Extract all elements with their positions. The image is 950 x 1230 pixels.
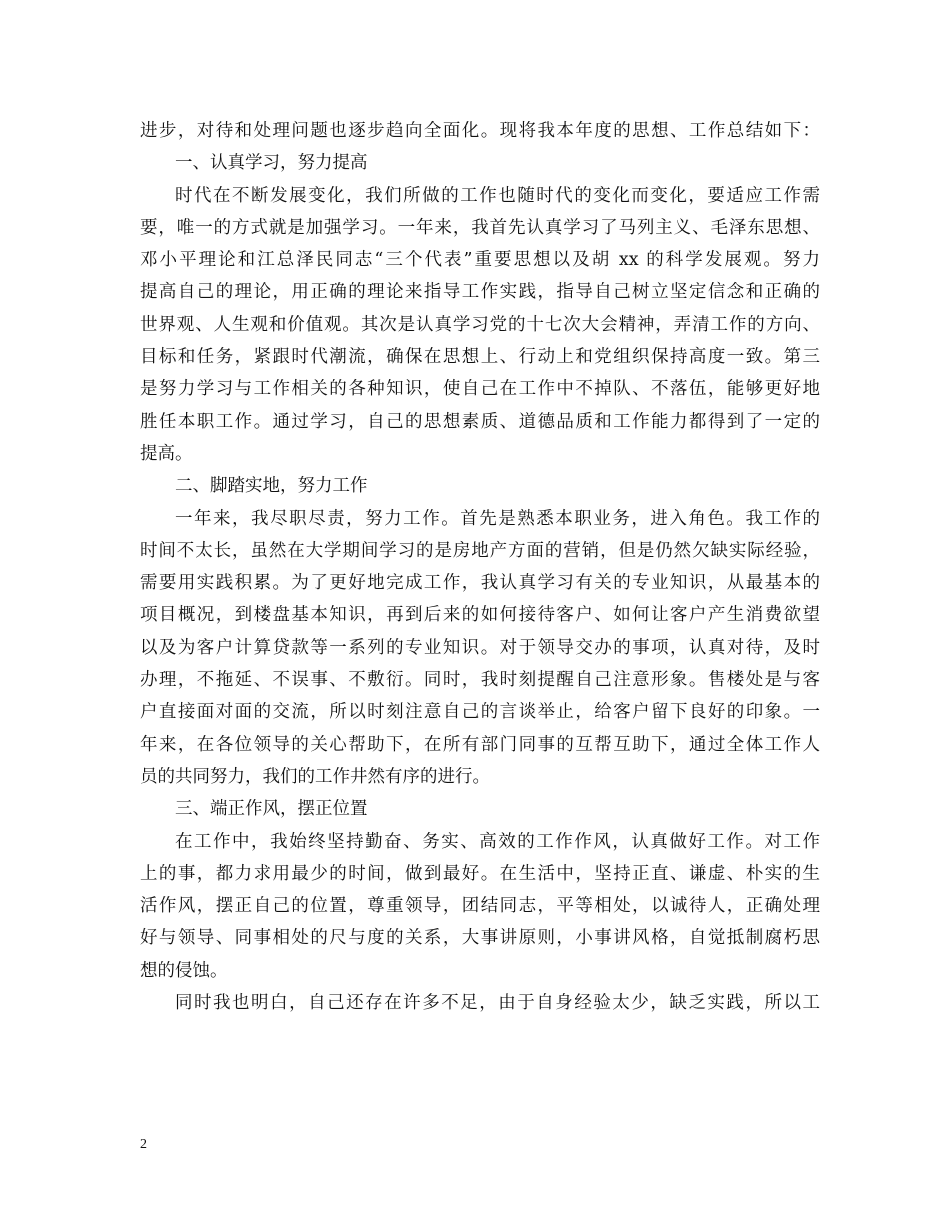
text-line: 胜任本职工作。通过学习，自己的思想素质、道德品质和工作能力都得到了一定的	[140, 411, 820, 432]
text-line: 年来，在各位领导的关心帮助下，在所有部门同事的互帮互助下，通过全体工作人	[140, 734, 820, 755]
text-line: 同时我也明白，自己还存在许多不足，由于自身经验太少，缺乏实践，所以工	[175, 993, 820, 1014]
section-heading: 二、脚踏实地，努力工作	[175, 476, 368, 497]
text-line: 进步，对待和处理问题也逐步趋向全面化。现将我本年度的思想、工作总结如下：	[140, 121, 820, 141]
text-line: 户直接面对面的交流，所以时刻注意自己的言谈举止，给客户留下良好的印象。一	[140, 702, 820, 723]
text-line: 需要用实践积累。为了更好地完成工作，我认真学习有关的专业知识，从最基本的	[140, 573, 820, 594]
text-line: 时间不太长，虽然在大学期间学习的是房地产方面的营销，但是仍然欠缺实际经验，	[140, 540, 820, 561]
section-heading: 三、端正作风，摆正位置	[175, 799, 368, 820]
text-line: 提高。	[140, 443, 193, 464]
text-line: 要，唯一的方式就是加强学习。一年来，我首先认真学习了马列主义、毛泽东思想、	[140, 217, 820, 238]
text-line: 项目概况，到楼盘基本知识，再到后来的如何接待客户、如何让客户产生消费欲望	[140, 605, 820, 626]
text-line: 上的事，都力求用最少的时间，做到最好。在生活中，坚持正直、谦虚、朴实的生	[140, 863, 820, 884]
page-number: 2	[140, 1137, 147, 1152]
text-line: 办理，不拖延、不误事、不敷衍。同时，我时刻提醒自己注意形象。售楼处是与客	[140, 670, 820, 691]
text-line: 以及为客户计算贷款等一系列的专业知识。对于领导交办的事项，认真对待，及时	[140, 637, 820, 658]
text-line: 一年来，我尽职尽责，努力工作。首先是熟悉本职业务，进入角色。我工作的	[175, 508, 820, 529]
text-line: 好与领导、同事相处的尺与度的关系，大事讲原则，小事讲风格，自觉抵制腐朽思	[140, 928, 820, 949]
text-line: 目标和任务，紧跟时代潮流，确保在思想上、行动上和党组织保持高度一致。第三	[140, 347, 820, 368]
text-line: 想的侵蚀。	[140, 960, 228, 981]
text-line: 活作风，摆正自己的位置，尊重领导，团结同志，平等相处，以诚待人，正确处理	[140, 896, 820, 917]
text-line: 在工作中，我始终坚持勤奋、务实、高效的工作作风，认真做好工作。对工作	[175, 831, 820, 852]
text-line: 员的共同努力，我们的工作井然有序的进行。	[140, 766, 490, 787]
text-line: 世界观、人生观和价值观。其次是认真学习党的十七次大会精神，弄清工作的方向、	[140, 314, 820, 335]
section-heading: 一、认真学习，努力提高	[175, 153, 368, 174]
text-line: 邓小平理论和江总泽民同志“三个代表”重要思想以及胡 xx 的科学发展观。努力	[140, 250, 820, 271]
text-line: 是努力学习与工作相关的各种知识，使自己在工作中不掉队、不落伍，能够更好地	[140, 379, 820, 400]
text-line: 提高自己的理论，用正确的理论来指导工作实践，指导自己树立坚定信念和正确的	[140, 282, 820, 303]
body-text	[140, 115, 820, 1019]
text-line: 时代在不断发展变化，我们所做的工作也随时代的变化而变化，要适应工作需	[175, 185, 820, 206]
